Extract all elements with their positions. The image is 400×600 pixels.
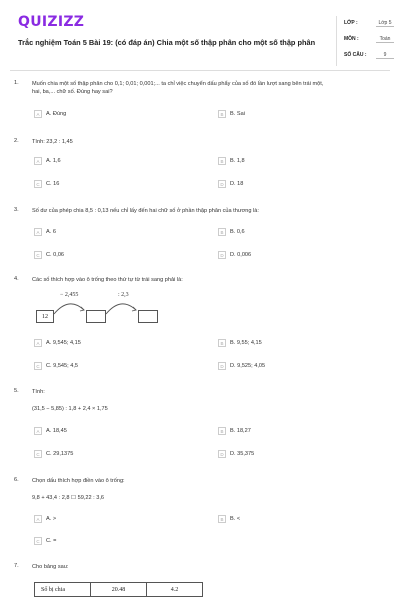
option-label: B. 9,55; 4,15 xyxy=(230,340,262,346)
question-number: 5. xyxy=(14,388,19,394)
option-letter-box: C xyxy=(34,362,42,370)
question-number: 7. xyxy=(14,563,19,569)
option-label: C. = xyxy=(46,538,57,544)
option-label: A. 6 xyxy=(46,229,56,235)
option-label: C. 16 xyxy=(46,181,60,187)
blank-box-1[interactable] xyxy=(86,310,106,323)
question-number: 1. xyxy=(14,80,19,86)
option-letter-box: A xyxy=(34,427,42,435)
question-text: Chọn dấu thích hợp điền vào ô trống: xyxy=(32,478,125,484)
option-label: A. 9,545; 4,15 xyxy=(46,340,81,346)
question-text: Cho bảng sau: xyxy=(32,564,69,570)
question-text: Số dư của phép chia 8,5 : 0,13 nếu chỉ lấy đến hai chữ số ở phần thập phân của thương là: xyxy=(32,208,259,214)
header-separator xyxy=(10,70,390,71)
option-label: A. Đúng xyxy=(46,111,67,117)
meta-subject-key: MÔN : xyxy=(344,36,359,42)
option-letter-box: A xyxy=(34,339,42,347)
meta-count-value: 9 xyxy=(376,52,394,59)
operation-diagram xyxy=(34,292,174,326)
question-number: 2. xyxy=(14,138,19,144)
question-text: Tính: xyxy=(32,389,45,395)
option-letter-box: A xyxy=(34,228,42,236)
option-label: C. 29,1375 xyxy=(46,451,74,457)
option-letter-box: A xyxy=(34,110,42,118)
option-label: A. 18,45 xyxy=(46,428,67,434)
option-letter-box: C xyxy=(34,180,42,188)
option-letter-box: B xyxy=(218,339,226,347)
expression-text: (31,5 − 5,85) : 1,8 + 2,4 × 1,75 xyxy=(32,406,108,412)
meta-subject-value: Toán xyxy=(376,36,394,43)
worksheet-header xyxy=(10,8,390,64)
question-number: 3. xyxy=(14,207,19,213)
option-letter-box: B xyxy=(218,110,226,118)
question-number: 6. xyxy=(14,477,19,483)
header-divider xyxy=(336,16,337,66)
meta-grade-key: LỚP : xyxy=(344,20,358,26)
option-letter-box: A xyxy=(34,157,42,165)
quizizz-logo: QUIZIZZ xyxy=(18,14,85,30)
table-row xyxy=(35,583,203,597)
option-label: B. 0,6 xyxy=(230,229,245,235)
question-number: 4. xyxy=(14,276,19,282)
expression-text: 9,8 + 43,4 : 2,8 ☐ 59,22 : 3,6 xyxy=(32,495,105,501)
worksheet-title: Trắc nghiệm Toán 5 Bài 19: (có đáp án) Chia một số thập phân cho một số thập phân xyxy=(18,38,316,47)
option-label: B. Sai xyxy=(230,111,245,117)
meta-count-key: SỐ CÂU : xyxy=(344,52,367,58)
option-letter-box: D xyxy=(218,251,226,259)
option-label: A. 1,6 xyxy=(46,158,61,164)
table-cell: 20.48 xyxy=(91,583,147,597)
option-letter-box: C xyxy=(34,251,42,259)
option-letter-box: B xyxy=(218,157,226,165)
option-letter-box: A xyxy=(34,515,42,523)
blank-box-2[interactable] xyxy=(138,310,158,323)
start-value-box: 12 xyxy=(36,310,54,323)
option-letter-box: C xyxy=(34,537,42,545)
option-label: D. 9,525; 4,05 xyxy=(230,363,266,369)
option-label: B. 18,27 xyxy=(230,428,251,434)
option-label: C. 0,06 xyxy=(46,252,65,258)
option-letter-box: D xyxy=(218,362,226,370)
option-label: D. 35,375 xyxy=(230,451,255,457)
option-label: A. > xyxy=(46,516,57,522)
option-label: D. 0,006 xyxy=(230,252,252,258)
option-letter-box: D xyxy=(218,180,226,188)
table-cell: Số bị chia xyxy=(35,583,91,597)
question-7-table xyxy=(34,582,203,597)
option-label: C. 9,545; 4,5 xyxy=(46,363,79,369)
option-label: D. 18 xyxy=(230,181,244,187)
question-text: Muốn chia một số thập phân cho 0,1; 0,01; 0,001;... ta chỉ việc chuyển dấu phẩy của số đó lần lượt sang bên trái một, hai, ba,... chữ số. Đúng hay sai? xyxy=(32,81,324,95)
operation-2-label: : 2,3 xyxy=(118,292,129,298)
option-letter-box: C xyxy=(34,450,42,458)
question-text: Tính: 23,2 : 1,45 xyxy=(32,139,73,145)
table-cell: 4.2 xyxy=(147,583,203,597)
operation-1-label: − 2,455 xyxy=(60,292,79,298)
option-letter-box: B xyxy=(218,228,226,236)
option-label: B. < xyxy=(230,516,241,522)
option-label: B. 1,8 xyxy=(230,158,245,164)
option-letter-box: B xyxy=(218,427,226,435)
meta-grade-value: Lớp 5 xyxy=(376,20,394,27)
option-letter-box: D xyxy=(218,450,226,458)
option-letter-box: B xyxy=(218,515,226,523)
question-text: Các số thích hợp vào ô trống theo thứ tự từ trái sang phải là: xyxy=(32,277,183,283)
